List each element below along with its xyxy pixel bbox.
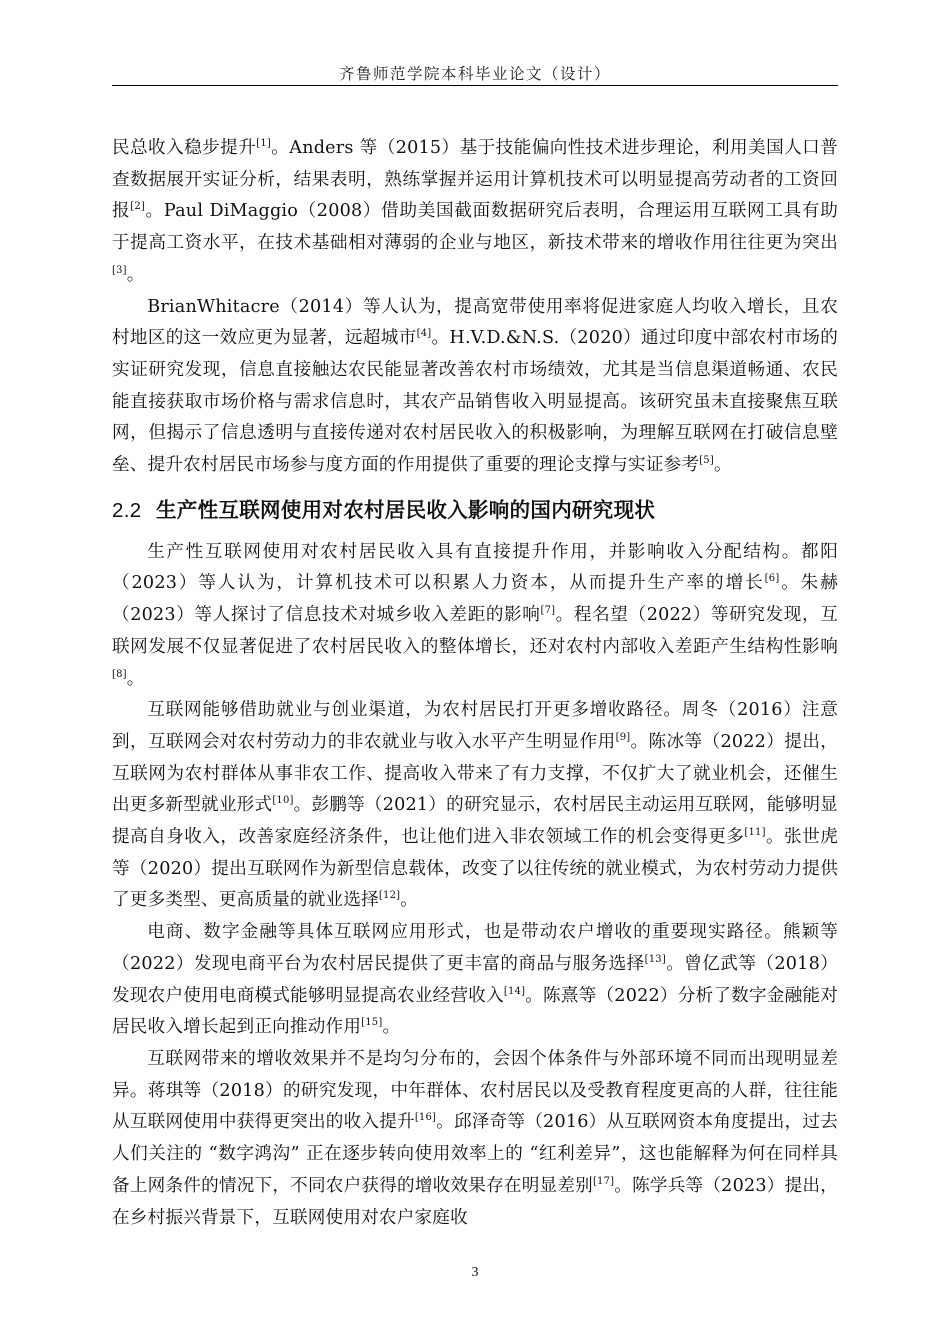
paragraph-text: 民总收入稳步提升 (112, 138, 257, 158)
citation-marker: [16] (414, 1112, 437, 1124)
citation-marker: [1] (256, 138, 272, 149)
citation-marker: [15] (361, 1017, 383, 1029)
citation-marker: [8] (112, 668, 127, 680)
paragraph-text: 。 (126, 264, 145, 285)
body-paragraph (112, 695, 838, 917)
paragraph-text: 。张世虎等（2020）提出互联网作为新型信息载体，改变了以往传统的就业模式，为农村劳动力提供了更多类型、更高质量的就业选择 (112, 827, 838, 911)
paragraph-text: 。Paul DiMaggio（2008）借助美国截面数据研究后表明，合理运用互联网工具有助于提高工资水平，在技术基础相对薄弱的企业与地区，新技术带来的增收作用往往更为突出 (112, 201, 838, 254)
section-number: 2.2 (112, 498, 142, 522)
paragraph-text: BrianWhitacre（2014）等人认为，提高宽带使用率将促进家庭人均收入增长，且农村地区的这一效应更为显著，远超城市 (112, 296, 838, 349)
citation-marker: [2] (130, 201, 146, 213)
citation-marker: [13] (644, 953, 666, 965)
paragraph-text: 。 (126, 668, 145, 689)
paragraph-text: 生产性互联网使用对农村居民收入具有直接提升作用，并影响收入分配结构。都阳（2023）等人认为，计算机技术可以积累人力资本，从而提升生产率的增长 (112, 541, 838, 594)
body-paragraph (112, 133, 838, 292)
body-paragraph (112, 917, 838, 1044)
citation-marker: [6] (764, 573, 780, 585)
paragraph-text: 。 (713, 455, 732, 476)
citation-marker: [9] (615, 731, 631, 743)
paragraph-text: 。曾亿武等（2018）发现农户使用电商模式能够明显提高农业经营收入 (112, 953, 838, 1006)
citation-marker: [7] (540, 605, 556, 617)
body-text (112, 133, 838, 1234)
paragraph-text: 。陈熹等（2022）分析了数字金融能对居民收入增长起到正向推动作用 (112, 985, 839, 1038)
citation-marker: [5] (699, 455, 714, 467)
paragraph-text: 电商、数字金融等具体互联网应用形式，也是带动农户增收的重要现实路径。熊颖等（2022）发现电商平台为农村居民提供了更丰富的商品与服务选择 (112, 922, 838, 974)
paragraphs-before-section (112, 133, 838, 482)
running-header: 齐鲁师范学院本科毕业论文（设计） (338, 65, 611, 83)
paragraph-text: 。H.V.D.&N.S.（2020）通过印度中部农村市场的实证研究发现，信息直接触达农民能显著改善农村市场绩效，尤其是当信息渠道畅通、农民能直接获取市场价格与需求信息时，其农产品销售收入明显提高。该研究虽未直接聚焦互联网，但揭示了信息透明与直接传递对农村居民收入的积极影响，为理解互联网在打破信息壁垒、提升农村居民市场参与度方面的作用提供了重要的理论支撑与实证参考 (112, 328, 838, 476)
section-title: 生产性互联网使用对农村居民收入影响的国内研究现状 (156, 497, 656, 522)
citation-marker: [17] (592, 1175, 615, 1187)
body-paragraph (112, 1044, 838, 1234)
body-paragraph (112, 292, 838, 482)
page-number: 3 (471, 1265, 479, 1280)
citation-marker: [3] (112, 264, 127, 276)
citation-marker: [11] (744, 827, 766, 839)
paragraphs-after-section (112, 537, 838, 1234)
header-divider (112, 85, 838, 86)
citation-marker: [10] (272, 795, 294, 807)
paragraph-text: 。彭鹏等（2021）的研究显示，农村居民主动运用互联网，能够明显提高自身收入，改善家庭经济条件，也让他们进入非农领域工作的机会变得更多 (112, 795, 838, 848)
paragraph-text: 互联网带来的增收效果并不是均匀分布的，会因个体条件与外部环境不同而出现明显差异。蒋琪等（2018）的研究发现，中年群体、农村居民以及受教育程度更高的人群，往往能从互联网使用中获得更突出的收入提升 (112, 1048, 838, 1133)
paragraph-text: 互联网能够借助就业与创业渠道，为农村居民打开更多增收路径。周冬（2016）注意到，互联网会对农村劳动力的非农就业与收入水平产生明显作用 (112, 700, 838, 752)
section-heading (112, 495, 838, 526)
paragraph-text: 。程名望（2022）等研究发现，互联网发展不仅显著促进了农村居民收入的整体增长，还对农村内部收入差距产生结构性影响 (112, 605, 838, 657)
paragraph-text: 。 (382, 1017, 401, 1038)
paragraph-text: 。陈学兵等（2023）提出，在乡村振兴背景下，互联网使用对农户家庭收 (112, 1175, 839, 1228)
paragraph-text: 。 (400, 890, 419, 911)
body-paragraph (112, 537, 838, 696)
paragraph-text: 。Anders 等（2015）基于技能偏向性技术进步理论，利用美国人口普查数据展开实证分析，结果表明，熟练掌握并运用计算机技术可以明显提高劳动者的工资回报 (112, 138, 838, 222)
citation-marker: [4] (416, 328, 432, 340)
paragraph-text: 。邱泽奇等（2016）从互联网资本角度提出，过去人们关注的 “数字鸿沟” 正在逐步转向使用效率上的 “红利差异”，这也能解释为何在同样具备上网条件的情况下，不同农户获得的增收效果存在明显差别 (112, 1112, 839, 1196)
citation-marker: [14] (503, 985, 526, 997)
citation-marker: [12] (378, 890, 401, 902)
paragraph-text: 。朱赫（2023）等人探讨了信息技术对城乡收入差距的影响 (112, 573, 839, 626)
paragraph-text: 。陈冰等（2022）提出，互联网为农村群体从事非农工作、提高收入带来了有力支撑，不仅扩大了就业机会，还催生出更多新型就业形式 (112, 731, 838, 816)
